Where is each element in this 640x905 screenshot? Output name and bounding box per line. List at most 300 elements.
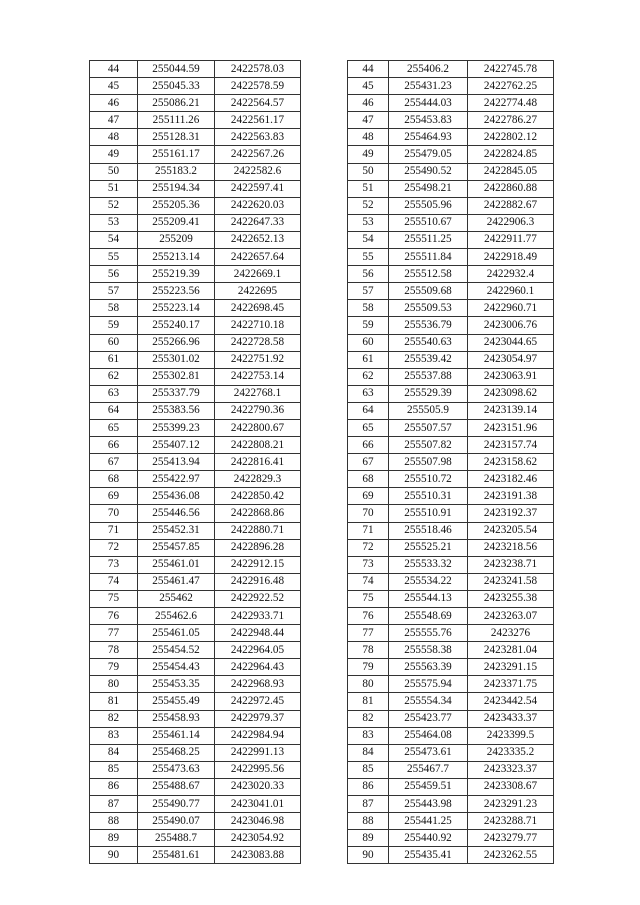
table-row bbox=[348, 437, 554, 454]
x-coordinate-cell: 255383.56 bbox=[138, 402, 215, 419]
table-row bbox=[348, 676, 554, 693]
table-row bbox=[348, 642, 554, 659]
point-number-cell: 78 bbox=[348, 642, 389, 659]
table-row bbox=[90, 710, 301, 727]
point-number-cell: 68 bbox=[348, 471, 389, 488]
point-number-cell: 58 bbox=[348, 300, 389, 317]
point-number-cell: 50 bbox=[90, 163, 138, 180]
point-number-cell: 66 bbox=[348, 437, 389, 454]
point-number-cell: 50 bbox=[348, 163, 389, 180]
x-coordinate-cell: 255453.35 bbox=[138, 676, 215, 693]
y-coordinate-cell: 2422710.18 bbox=[215, 317, 301, 334]
table-row bbox=[90, 351, 301, 368]
x-coordinate-cell: 255534.22 bbox=[389, 573, 468, 590]
point-number-cell: 71 bbox=[90, 522, 138, 539]
table-row bbox=[90, 214, 301, 231]
x-coordinate-cell: 255490.52 bbox=[389, 163, 468, 180]
table-row bbox=[90, 317, 301, 334]
table-row bbox=[348, 471, 554, 488]
point-number-cell: 68 bbox=[90, 471, 138, 488]
point-number-cell: 55 bbox=[348, 249, 389, 266]
point-number-cell: 65 bbox=[348, 419, 389, 436]
table-row bbox=[348, 710, 554, 727]
x-coordinate-cell: 255505.96 bbox=[389, 197, 468, 214]
x-coordinate-cell: 255481.61 bbox=[138, 847, 215, 864]
table-row bbox=[90, 847, 301, 864]
point-number-cell: 52 bbox=[90, 197, 138, 214]
y-coordinate-cell: 2422786.27 bbox=[468, 112, 554, 129]
point-number-cell: 67 bbox=[348, 454, 389, 471]
y-coordinate-cell: 2423288.71 bbox=[468, 813, 554, 830]
x-coordinate-cell: 255512.58 bbox=[389, 266, 468, 283]
y-coordinate-cell: 2422802.12 bbox=[468, 129, 554, 146]
table-row bbox=[90, 283, 301, 300]
x-coordinate-cell: 255128.31 bbox=[138, 129, 215, 146]
y-coordinate-cell: 2422882.67 bbox=[468, 197, 554, 214]
y-coordinate-cell: 2422753.14 bbox=[215, 368, 301, 385]
table-row bbox=[90, 61, 301, 78]
y-coordinate-cell: 2422911.77 bbox=[468, 231, 554, 248]
point-number-cell: 49 bbox=[90, 146, 138, 163]
y-coordinate-cell: 2422808.21 bbox=[215, 437, 301, 454]
table-row bbox=[348, 300, 554, 317]
table-row bbox=[90, 539, 301, 556]
point-number-cell: 72 bbox=[90, 539, 138, 556]
x-coordinate-cell: 255209.41 bbox=[138, 214, 215, 231]
x-coordinate-cell: 255459.51 bbox=[389, 778, 468, 795]
point-number-cell: 48 bbox=[348, 129, 389, 146]
y-coordinate-cell: 2422964.05 bbox=[215, 642, 301, 659]
table-row bbox=[348, 830, 554, 847]
point-number-cell: 54 bbox=[348, 231, 389, 248]
x-coordinate-cell: 255337.79 bbox=[138, 385, 215, 402]
point-number-cell: 56 bbox=[90, 266, 138, 283]
table-row bbox=[348, 197, 554, 214]
x-coordinate-cell: 255511.25 bbox=[389, 231, 468, 248]
y-coordinate-cell: 2422906.3 bbox=[468, 214, 554, 231]
y-coordinate-cell: 2422695 bbox=[215, 283, 301, 300]
point-number-cell: 55 bbox=[90, 249, 138, 266]
x-coordinate-cell: 255422.97 bbox=[138, 471, 215, 488]
table-row bbox=[90, 796, 301, 813]
x-coordinate-cell: 255473.61 bbox=[389, 744, 468, 761]
table-row bbox=[90, 180, 301, 197]
x-coordinate-cell: 255407.12 bbox=[138, 437, 215, 454]
table-row bbox=[348, 163, 554, 180]
x-coordinate-cell: 255461.47 bbox=[138, 573, 215, 590]
point-number-cell: 48 bbox=[90, 129, 138, 146]
y-coordinate-cell: 2423192.37 bbox=[468, 505, 554, 522]
table-row bbox=[90, 778, 301, 795]
point-number-cell: 44 bbox=[348, 61, 389, 78]
point-number-cell: 53 bbox=[348, 214, 389, 231]
table-row bbox=[90, 830, 301, 847]
y-coordinate-cell: 2423098.62 bbox=[468, 385, 554, 402]
point-number-cell: 59 bbox=[90, 317, 138, 334]
x-coordinate-cell: 255453.83 bbox=[389, 112, 468, 129]
point-number-cell: 69 bbox=[348, 488, 389, 505]
x-coordinate-cell: 255488.67 bbox=[138, 778, 215, 795]
point-number-cell: 86 bbox=[348, 778, 389, 795]
x-coordinate-cell: 255443.98 bbox=[389, 796, 468, 813]
y-coordinate-cell: 2423279.77 bbox=[468, 830, 554, 847]
y-coordinate-cell: 2422948.44 bbox=[215, 625, 301, 642]
y-coordinate-cell: 2423262.55 bbox=[468, 847, 554, 864]
x-coordinate-cell: 255548.69 bbox=[389, 608, 468, 625]
x-coordinate-cell: 255436.08 bbox=[138, 488, 215, 505]
x-coordinate-cell: 255457.85 bbox=[138, 539, 215, 556]
y-coordinate-cell: 2423255.38 bbox=[468, 590, 554, 607]
x-coordinate-cell: 255452.31 bbox=[138, 522, 215, 539]
point-number-cell: 51 bbox=[90, 180, 138, 197]
point-number-cell: 69 bbox=[90, 488, 138, 505]
table-row bbox=[90, 334, 301, 351]
x-coordinate-cell: 255575.94 bbox=[389, 676, 468, 693]
x-coordinate-cell: 255510.72 bbox=[389, 471, 468, 488]
y-coordinate-cell: 2422918.49 bbox=[468, 249, 554, 266]
y-coordinate-cell: 2422960.1 bbox=[468, 283, 554, 300]
x-coordinate-cell: 255461.05 bbox=[138, 625, 215, 642]
table-row bbox=[348, 693, 554, 710]
point-number-cell: 75 bbox=[90, 590, 138, 607]
x-coordinate-cell: 255454.43 bbox=[138, 659, 215, 676]
table-row bbox=[348, 761, 554, 778]
point-number-cell: 63 bbox=[348, 385, 389, 402]
y-coordinate-cell: 2423041.01 bbox=[215, 796, 301, 813]
y-coordinate-cell: 2423323.37 bbox=[468, 761, 554, 778]
y-coordinate-cell: 2422652.13 bbox=[215, 231, 301, 248]
y-coordinate-cell: 2422597.41 bbox=[215, 180, 301, 197]
y-coordinate-cell: 2422868.86 bbox=[215, 505, 301, 522]
table-row bbox=[348, 402, 554, 419]
point-number-cell: 90 bbox=[90, 847, 138, 864]
y-coordinate-cell: 2423044.65 bbox=[468, 334, 554, 351]
point-number-cell: 80 bbox=[90, 676, 138, 693]
point-number-cell: 88 bbox=[90, 813, 138, 830]
y-coordinate-cell: 2422582.6 bbox=[215, 163, 301, 180]
y-coordinate-cell: 2422922.52 bbox=[215, 590, 301, 607]
point-number-cell: 66 bbox=[90, 437, 138, 454]
x-coordinate-cell: 255537.88 bbox=[389, 368, 468, 385]
x-coordinate-cell: 255461.14 bbox=[138, 727, 215, 744]
table-row bbox=[348, 95, 554, 112]
y-coordinate-cell: 2422972.45 bbox=[215, 693, 301, 710]
y-coordinate-cell: 2422968.93 bbox=[215, 676, 301, 693]
y-coordinate-cell: 2423191.38 bbox=[468, 488, 554, 505]
table-row bbox=[348, 813, 554, 830]
point-number-cell: 60 bbox=[348, 334, 389, 351]
y-coordinate-cell: 2422564.57 bbox=[215, 95, 301, 112]
y-coordinate-cell: 2422984.94 bbox=[215, 727, 301, 744]
x-coordinate-cell: 255505.9 bbox=[389, 402, 468, 419]
y-coordinate-cell: 2423218.56 bbox=[468, 539, 554, 556]
point-number-cell: 75 bbox=[348, 590, 389, 607]
y-coordinate-cell: 2422698.45 bbox=[215, 300, 301, 317]
x-coordinate-cell: 255302.81 bbox=[138, 368, 215, 385]
table-row bbox=[348, 625, 554, 642]
point-number-cell: 86 bbox=[90, 778, 138, 795]
table-row bbox=[348, 129, 554, 146]
table-row bbox=[348, 573, 554, 590]
point-number-cell: 83 bbox=[90, 727, 138, 744]
y-coordinate-cell: 2422762.25 bbox=[468, 78, 554, 95]
table-row bbox=[90, 744, 301, 761]
x-coordinate-cell: 255406.2 bbox=[389, 61, 468, 78]
y-coordinate-cell: 2423281.04 bbox=[468, 642, 554, 659]
table-row bbox=[348, 847, 554, 864]
point-number-cell: 62 bbox=[90, 368, 138, 385]
x-coordinate-cell: 255183.2 bbox=[138, 163, 215, 180]
y-coordinate-cell: 2423291.15 bbox=[468, 659, 554, 676]
table-row bbox=[90, 146, 301, 163]
y-coordinate-cell: 2422824.85 bbox=[468, 146, 554, 163]
y-coordinate-cell: 2423054.97 bbox=[468, 351, 554, 368]
x-coordinate-cell: 255240.17 bbox=[138, 317, 215, 334]
point-number-cell: 44 bbox=[90, 61, 138, 78]
point-number-cell: 84 bbox=[348, 744, 389, 761]
x-coordinate-cell: 255464.93 bbox=[389, 129, 468, 146]
x-coordinate-cell: 255223.56 bbox=[138, 283, 215, 300]
table-row bbox=[90, 197, 301, 214]
point-number-cell: 52 bbox=[348, 197, 389, 214]
table-row bbox=[348, 249, 554, 266]
x-coordinate-cell: 255435.41 bbox=[389, 847, 468, 864]
point-number-cell: 57 bbox=[90, 283, 138, 300]
x-coordinate-cell: 255161.17 bbox=[138, 146, 215, 163]
point-number-cell: 61 bbox=[348, 351, 389, 368]
x-coordinate-cell: 255544.13 bbox=[389, 590, 468, 607]
x-coordinate-cell: 255488.7 bbox=[138, 830, 215, 847]
y-coordinate-cell: 2422647.33 bbox=[215, 214, 301, 231]
y-coordinate-cell: 2422933.71 bbox=[215, 608, 301, 625]
point-number-cell: 59 bbox=[348, 317, 389, 334]
table-row bbox=[90, 693, 301, 710]
x-coordinate-cell: 255461.01 bbox=[138, 556, 215, 573]
x-coordinate-cell: 255462 bbox=[138, 590, 215, 607]
point-number-cell: 49 bbox=[348, 146, 389, 163]
x-coordinate-cell: 255219.39 bbox=[138, 266, 215, 283]
point-number-cell: 82 bbox=[348, 710, 389, 727]
point-number-cell: 57 bbox=[348, 283, 389, 300]
table-row bbox=[348, 488, 554, 505]
x-coordinate-cell: 255554.34 bbox=[389, 693, 468, 710]
table-row bbox=[90, 231, 301, 248]
table-row bbox=[90, 163, 301, 180]
y-coordinate-cell: 2422728.58 bbox=[215, 334, 301, 351]
point-number-cell: 70 bbox=[90, 505, 138, 522]
table-row bbox=[90, 419, 301, 436]
point-number-cell: 73 bbox=[90, 556, 138, 573]
table-row bbox=[348, 505, 554, 522]
point-number-cell: 45 bbox=[90, 78, 138, 95]
y-coordinate-cell: 2423182.46 bbox=[468, 471, 554, 488]
y-coordinate-cell: 2423442.54 bbox=[468, 693, 554, 710]
table-row bbox=[348, 214, 554, 231]
x-coordinate-cell: 255213.14 bbox=[138, 249, 215, 266]
table-row bbox=[348, 368, 554, 385]
x-coordinate-cell: 255464.08 bbox=[389, 727, 468, 744]
table-row bbox=[348, 112, 554, 129]
table-row bbox=[90, 129, 301, 146]
table-row bbox=[348, 61, 554, 78]
table-row bbox=[348, 334, 554, 351]
x-coordinate-cell: 255525.21 bbox=[389, 539, 468, 556]
y-coordinate-cell: 2423399.5 bbox=[468, 727, 554, 744]
y-coordinate-cell: 2422561.17 bbox=[215, 112, 301, 129]
table-row bbox=[90, 556, 301, 573]
table-row bbox=[348, 454, 554, 471]
point-number-cell: 71 bbox=[348, 522, 389, 539]
table-row bbox=[348, 727, 554, 744]
point-number-cell: 54 bbox=[90, 231, 138, 248]
point-number-cell: 74 bbox=[90, 573, 138, 590]
y-coordinate-cell: 2422845.05 bbox=[468, 163, 554, 180]
point-number-cell: 89 bbox=[90, 830, 138, 847]
table-row bbox=[90, 78, 301, 95]
y-coordinate-cell: 2423063.91 bbox=[468, 368, 554, 385]
coordinate-table-right bbox=[347, 60, 554, 864]
point-number-cell: 77 bbox=[348, 625, 389, 642]
x-coordinate-cell: 255209 bbox=[138, 231, 215, 248]
y-coordinate-cell: 2422991.13 bbox=[215, 744, 301, 761]
y-coordinate-cell: 2423139.14 bbox=[468, 402, 554, 419]
x-coordinate-cell: 255510.31 bbox=[389, 488, 468, 505]
point-number-cell: 79 bbox=[348, 659, 389, 676]
point-number-cell: 56 bbox=[348, 266, 389, 283]
table-row bbox=[90, 266, 301, 283]
table-row bbox=[90, 95, 301, 112]
x-coordinate-cell: 255558.38 bbox=[389, 642, 468, 659]
point-number-cell: 81 bbox=[348, 693, 389, 710]
table-row bbox=[348, 522, 554, 539]
x-coordinate-cell: 255529.39 bbox=[389, 385, 468, 402]
x-coordinate-cell: 255205.36 bbox=[138, 197, 215, 214]
table-row bbox=[348, 351, 554, 368]
point-number-cell: 46 bbox=[348, 95, 389, 112]
y-coordinate-cell: 2422880.71 bbox=[215, 522, 301, 539]
x-coordinate-cell: 255444.03 bbox=[389, 95, 468, 112]
y-coordinate-cell: 2423054.92 bbox=[215, 830, 301, 847]
y-coordinate-cell: 2423006.76 bbox=[468, 317, 554, 334]
x-coordinate-cell: 255467.7 bbox=[389, 761, 468, 778]
point-number-cell: 81 bbox=[90, 693, 138, 710]
table-row bbox=[348, 590, 554, 607]
x-coordinate-cell: 255431.23 bbox=[389, 78, 468, 95]
y-coordinate-cell: 2423238.71 bbox=[468, 556, 554, 573]
point-number-cell: 90 bbox=[348, 847, 389, 864]
x-coordinate-cell: 255223.14 bbox=[138, 300, 215, 317]
point-number-cell: 70 bbox=[348, 505, 389, 522]
table-row bbox=[90, 590, 301, 607]
table-row bbox=[348, 659, 554, 676]
point-number-cell: 72 bbox=[348, 539, 389, 556]
y-coordinate-cell: 2422567.26 bbox=[215, 146, 301, 163]
x-coordinate-cell: 255498.21 bbox=[389, 180, 468, 197]
point-number-cell: 76 bbox=[348, 608, 389, 625]
x-coordinate-cell: 255462.6 bbox=[138, 608, 215, 625]
y-coordinate-cell: 2422932.4 bbox=[468, 266, 554, 283]
table-row bbox=[90, 385, 301, 402]
y-coordinate-cell: 2423205.54 bbox=[468, 522, 554, 539]
table-row bbox=[90, 300, 301, 317]
table-row bbox=[348, 317, 554, 334]
point-number-cell: 60 bbox=[90, 334, 138, 351]
x-coordinate-cell: 255479.05 bbox=[389, 146, 468, 163]
point-number-cell: 79 bbox=[90, 659, 138, 676]
point-number-cell: 89 bbox=[348, 830, 389, 847]
point-number-cell: 78 bbox=[90, 642, 138, 659]
y-coordinate-cell: 2423291.23 bbox=[468, 796, 554, 813]
x-coordinate-cell: 255301.02 bbox=[138, 351, 215, 368]
point-number-cell: 77 bbox=[90, 625, 138, 642]
point-number-cell: 61 bbox=[90, 351, 138, 368]
x-coordinate-cell: 255045.33 bbox=[138, 78, 215, 95]
x-coordinate-cell: 255423.77 bbox=[389, 710, 468, 727]
point-number-cell: 47 bbox=[348, 112, 389, 129]
point-number-cell: 73 bbox=[348, 556, 389, 573]
table-row bbox=[90, 471, 301, 488]
x-coordinate-cell: 255536.79 bbox=[389, 317, 468, 334]
table-row bbox=[90, 249, 301, 266]
x-coordinate-cell: 255563.39 bbox=[389, 659, 468, 676]
x-coordinate-cell: 255455.49 bbox=[138, 693, 215, 710]
table-row bbox=[90, 505, 301, 522]
y-coordinate-cell: 2422896.28 bbox=[215, 539, 301, 556]
table-row bbox=[348, 556, 554, 573]
y-coordinate-cell: 2423046.98 bbox=[215, 813, 301, 830]
x-coordinate-cell: 255507.82 bbox=[389, 437, 468, 454]
y-coordinate-cell: 2422578.59 bbox=[215, 78, 301, 95]
table-row bbox=[348, 385, 554, 402]
y-coordinate-cell: 2423157.74 bbox=[468, 437, 554, 454]
x-coordinate-cell: 255518.46 bbox=[389, 522, 468, 539]
point-number-cell: 80 bbox=[348, 676, 389, 693]
y-coordinate-cell: 2422979.37 bbox=[215, 710, 301, 727]
x-coordinate-cell: 255473.63 bbox=[138, 761, 215, 778]
y-coordinate-cell: 2422578.03 bbox=[215, 61, 301, 78]
y-coordinate-cell: 2422800.67 bbox=[215, 419, 301, 436]
table-row bbox=[90, 642, 301, 659]
table-row bbox=[348, 608, 554, 625]
table-row bbox=[348, 180, 554, 197]
y-coordinate-cell: 2422751.92 bbox=[215, 351, 301, 368]
x-coordinate-cell: 255086.21 bbox=[138, 95, 215, 112]
x-coordinate-cell: 255266.96 bbox=[138, 334, 215, 351]
table-row bbox=[90, 727, 301, 744]
point-number-cell: 82 bbox=[90, 710, 138, 727]
x-coordinate-cell: 255555.76 bbox=[389, 625, 468, 642]
y-coordinate-cell: 2422829.3 bbox=[215, 471, 301, 488]
point-number-cell: 65 bbox=[90, 419, 138, 436]
y-coordinate-cell: 2423151.96 bbox=[468, 419, 554, 436]
point-number-cell: 83 bbox=[348, 727, 389, 744]
x-coordinate-cell: 255446.56 bbox=[138, 505, 215, 522]
y-coordinate-cell: 2422860.88 bbox=[468, 180, 554, 197]
point-number-cell: 84 bbox=[90, 744, 138, 761]
table-row bbox=[90, 488, 301, 505]
y-coordinate-cell: 2423263.07 bbox=[468, 608, 554, 625]
point-number-cell: 47 bbox=[90, 112, 138, 129]
y-coordinate-cell: 2422995.56 bbox=[215, 761, 301, 778]
table-row bbox=[90, 761, 301, 778]
x-coordinate-cell: 255194.34 bbox=[138, 180, 215, 197]
coordinate-table-left-body bbox=[90, 61, 301, 864]
point-number-cell: 53 bbox=[90, 214, 138, 231]
table-row bbox=[90, 573, 301, 590]
x-coordinate-cell: 255539.42 bbox=[389, 351, 468, 368]
point-number-cell: 88 bbox=[348, 813, 389, 830]
x-coordinate-cell: 255511.84 bbox=[389, 249, 468, 266]
